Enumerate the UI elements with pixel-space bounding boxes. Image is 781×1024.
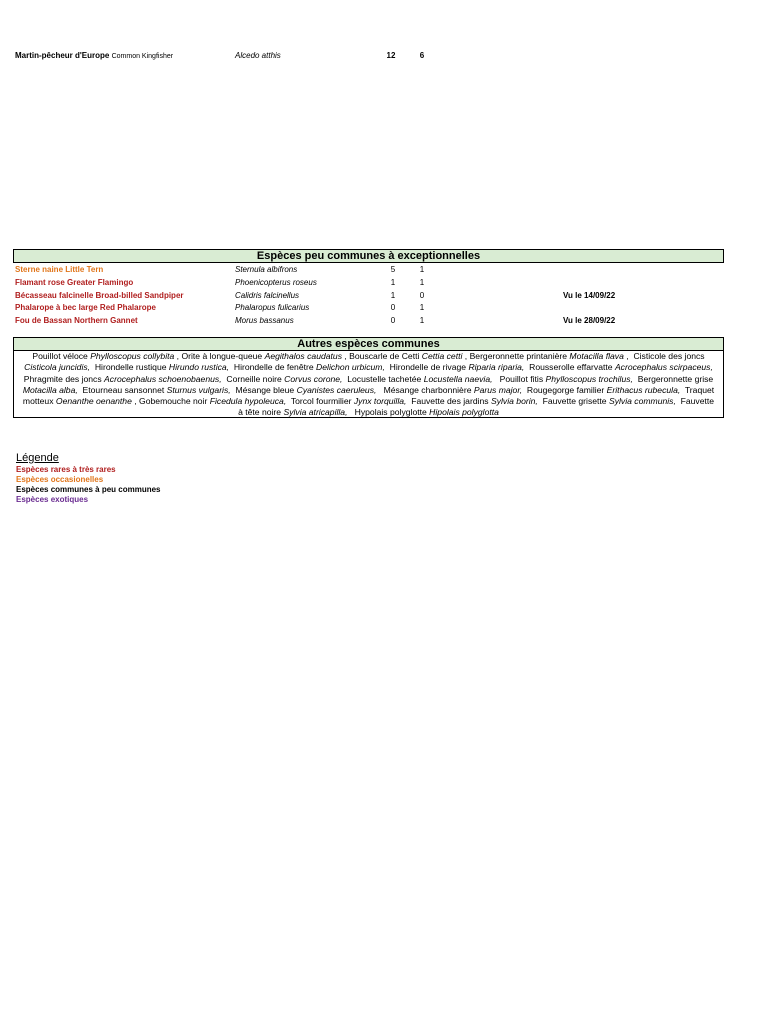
species-name: Fou de Bassan Northern Gannet xyxy=(15,316,138,325)
table-row xyxy=(15,277,725,289)
species-scientific-name: Motacilla flava xyxy=(569,351,624,361)
species-common-name: Mésange charbonnière xyxy=(383,384,472,395)
species-scientific-name: Ficedula hypoleuca, xyxy=(209,396,287,407)
species-common-name: Mésange bleue xyxy=(235,384,295,395)
species-scientific-name: Aegithalos caudatus xyxy=(264,351,342,361)
species-common-name: Corneille noire xyxy=(226,373,282,384)
species-scientific-name: Sylvia communis, xyxy=(608,396,676,407)
species-scientific-name: Parus major, xyxy=(473,384,523,395)
species-scientific-name: Sturnus vulgaris, xyxy=(166,384,231,395)
species-common-name: Orite à longue-queue xyxy=(181,351,263,361)
species-scientific-name: Locustella naevia, xyxy=(423,373,493,384)
species-common-name: Fauvette des jardins xyxy=(411,396,489,407)
count-2: 1 xyxy=(419,278,425,287)
separator xyxy=(492,374,499,384)
species-name: Bécasseau falcinelle Broad-billed Sandpiper xyxy=(15,291,184,300)
species-common-name: Rougegorge familier xyxy=(526,384,605,395)
count-2: 1 xyxy=(419,265,425,274)
species-scientific-name: Riparia riparia, xyxy=(468,362,525,373)
count-2: 6 xyxy=(419,51,425,60)
separator xyxy=(347,407,354,417)
species-scientific-name: Cettia cetti xyxy=(421,351,463,361)
count-1: 12 xyxy=(386,51,396,60)
species-scientific-name: Delichon urbicum, xyxy=(316,362,385,373)
species-scientific-name: Sylvia atricapilla, xyxy=(283,407,348,418)
scientific-name: Morus bassanus xyxy=(235,316,294,325)
count-2: 1 xyxy=(419,316,425,325)
count-1: 0 xyxy=(390,303,396,312)
separator: , xyxy=(623,351,634,361)
species-name-fr: Martin-pêcheur d'Europe xyxy=(15,51,110,60)
species-common-name: Hirondelle de fenêtre xyxy=(233,362,314,373)
species-scientific-name: Sylvia borin, xyxy=(490,396,538,407)
species-common-name: Rousserolle effarvatte xyxy=(529,362,613,373)
species-scientific-name: Cisticola juncidis, xyxy=(24,362,91,373)
separator xyxy=(713,362,718,372)
species-common-name: Gobemouche noir xyxy=(139,396,208,407)
scientific-name: Phoenicopterus roseus xyxy=(235,278,317,287)
species-common-name: Etourneau sansonnet xyxy=(82,384,165,395)
sighting-note: Vu le 14/09/22 xyxy=(563,291,616,300)
species-scientific-name: Acrocephalus scirpaceus, xyxy=(614,362,713,373)
species-common-name: Bergeronnette printanière xyxy=(469,351,568,361)
count-1: 5 xyxy=(390,265,396,274)
scientific-name: Alcedo atthis xyxy=(235,51,281,60)
legend-title: Légende xyxy=(16,452,59,464)
scientific-name: Calidris falcinellus xyxy=(235,291,300,300)
species-common-name: Torcol fourmilier xyxy=(290,396,352,407)
species-scientific-name: Cyanistes caeruleus, xyxy=(296,384,377,395)
species-name xyxy=(15,50,173,63)
legend-item-common: Espèces communes à peu communes xyxy=(16,485,161,494)
species-common-name: Hypolais polyglotte xyxy=(354,407,427,418)
species-scientific-name: Jynx torquilla, xyxy=(353,396,407,407)
common-species-list xyxy=(13,351,724,418)
separator: , xyxy=(131,396,140,407)
species-name: Phalarope à bec large Red Phalarope xyxy=(15,303,156,312)
species-name-en: Common Kingfisher xyxy=(111,53,174,60)
species-common-name: Cisticole des joncs xyxy=(633,351,705,361)
species-scientific-name: Oenanthe oenanthe xyxy=(55,396,132,407)
table-row xyxy=(15,264,725,276)
species-scientific-name: Motacilla alba, xyxy=(22,384,78,395)
legend-item-exotic: Espèces exotiques xyxy=(16,495,89,504)
common-species-header: Autres espèces communes xyxy=(13,337,724,351)
species-name: Sterne naine Little Tern xyxy=(15,265,104,274)
sighting-note: Vu le 28/09/22 xyxy=(563,316,616,325)
species-scientific-name: Phylloscopus collybita xyxy=(90,351,175,361)
count-1: 1 xyxy=(390,278,396,287)
species-common-name: Phragmite des joncs xyxy=(23,373,102,384)
table-row xyxy=(15,302,725,314)
separator: , xyxy=(462,351,470,361)
scientific-name: Sternula albifrons xyxy=(235,265,298,274)
top-species-row xyxy=(15,50,725,62)
legend-item-occasional: Espèces occasionelles xyxy=(16,475,104,484)
species-common-name: Traquet motteux xyxy=(22,384,715,407)
species-common-name: Bergeronnette grise xyxy=(637,373,714,384)
species-common-name: Pouillot véloce xyxy=(32,351,88,361)
species-scientific-name: Acrocephalus schoenobaenus, xyxy=(104,373,222,384)
species-scientific-name: Corvus corone, xyxy=(284,373,343,384)
separator xyxy=(376,385,383,395)
species-scientific-name: Erithacus rubecula, xyxy=(606,384,681,395)
species-common-name: Locustelle tachetée xyxy=(347,373,422,384)
species-common-name: Fauvette grisette xyxy=(542,396,607,407)
species-scientific-name: Hirundo rustica, xyxy=(168,362,230,373)
scientific-name: Phalaropus fulicarius xyxy=(235,303,310,312)
species-common-name: Hirondelle de rivage xyxy=(389,362,467,373)
legend xyxy=(16,452,161,505)
species-scientific-name: Hipolais polyglotta xyxy=(429,407,499,418)
legend-item-rare: Espèces rares à très rares xyxy=(16,465,116,474)
rare-species-header: Espèces peu communes à exceptionnelles xyxy=(13,249,724,263)
species-name: Flamant rose Greater Flamingo xyxy=(15,278,134,287)
table-row xyxy=(15,290,725,302)
separator: , xyxy=(342,351,350,361)
count-2: 0 xyxy=(419,291,425,300)
species-common-name: Fauvette à tête noire xyxy=(238,396,715,418)
species-common-name: Bouscarle de Cetti xyxy=(349,351,420,361)
count-2: 1 xyxy=(419,303,425,312)
table-row xyxy=(15,315,725,327)
count-1: 0 xyxy=(390,316,396,325)
species-common-name: Hirondelle rustique xyxy=(94,362,167,373)
count-1: 1 xyxy=(390,291,396,300)
species-scientific-name: Phylloscopus trochilus, xyxy=(545,373,633,384)
species-common-name: Pouillot fitis xyxy=(499,373,544,384)
separator: , xyxy=(174,351,182,361)
